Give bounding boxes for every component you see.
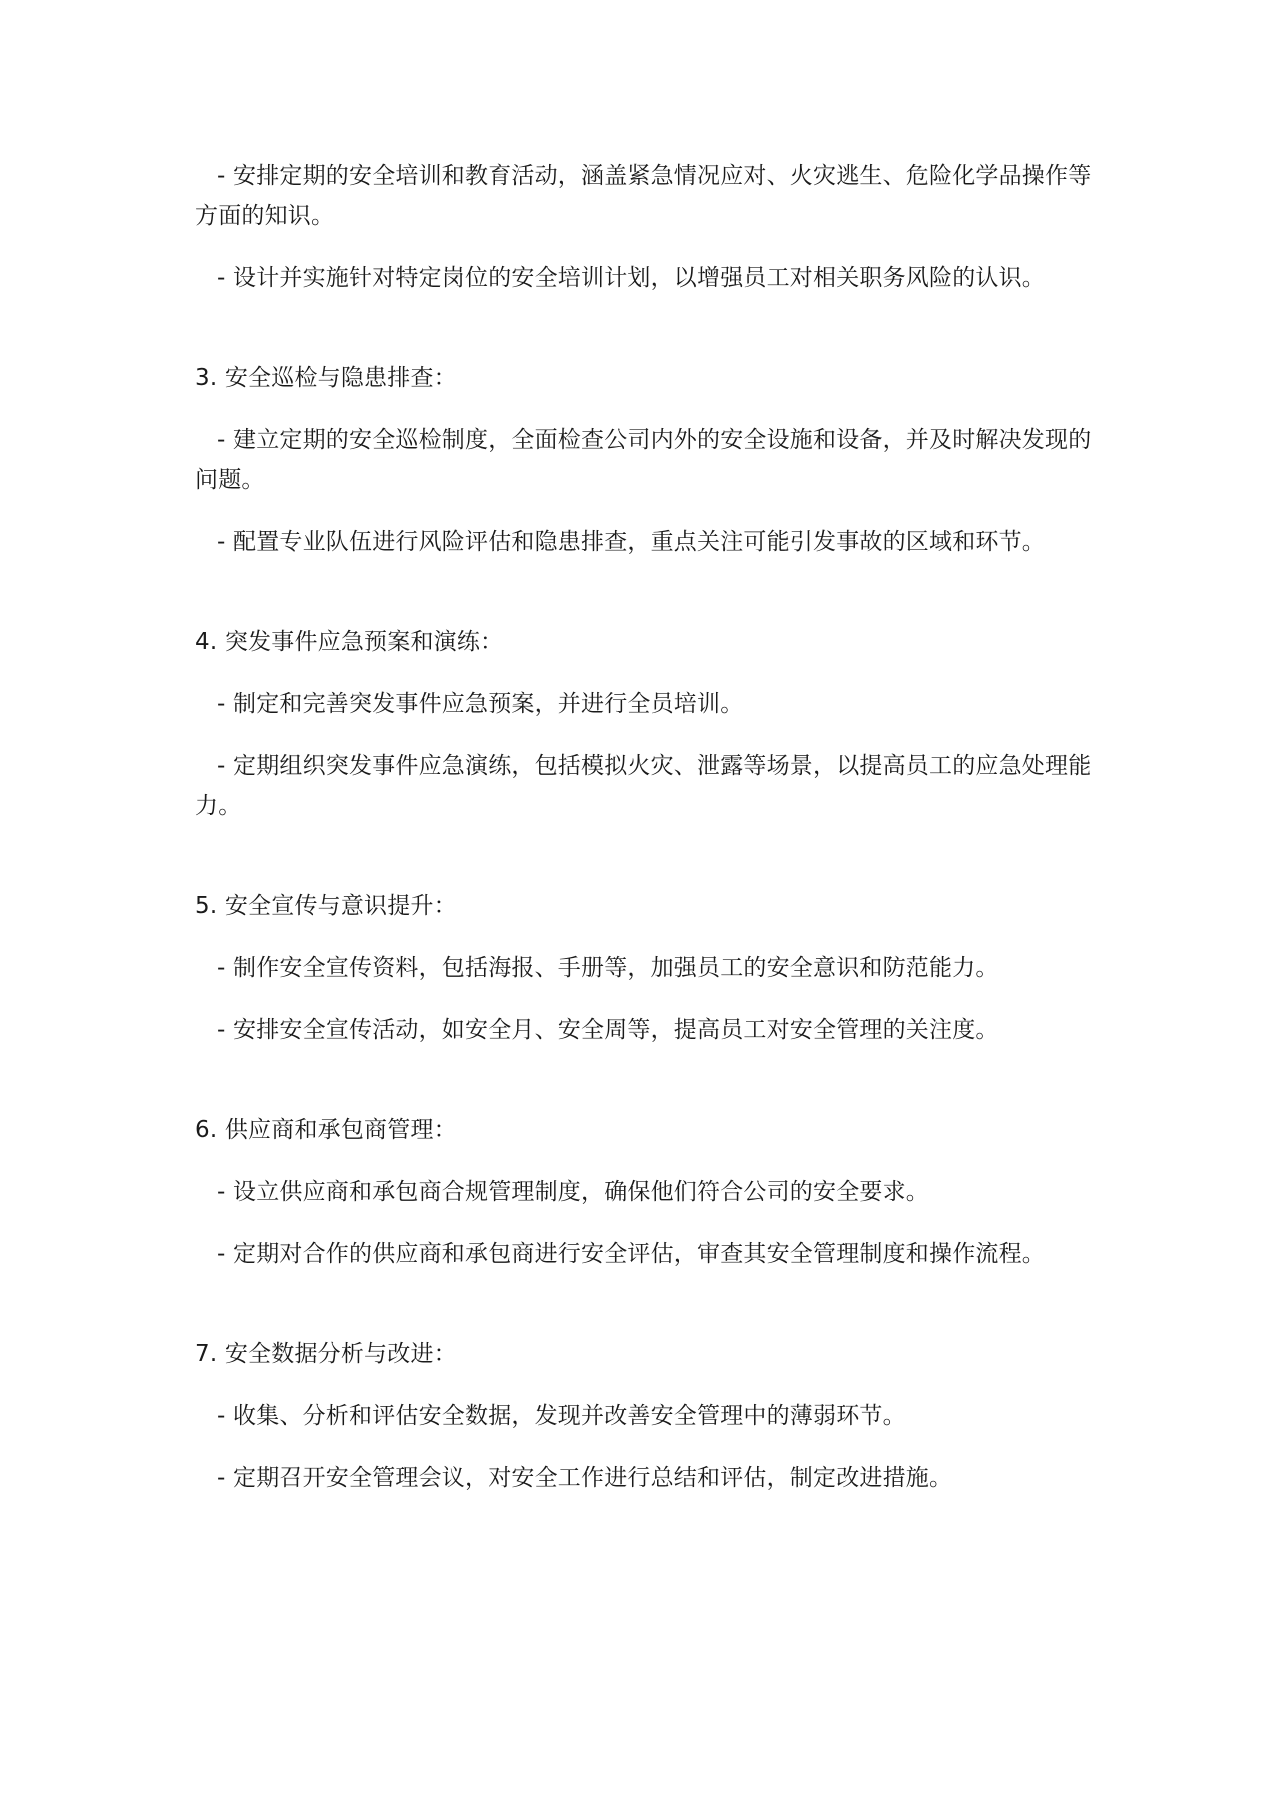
section-3-item-1: - 建立定期的安全巡检制度，全面检查公司内外的安全设施和设备，并及时解决发现的问题。 [195, 427, 1092, 493]
section-3-heading: 3. 安全巡检与隐患排查： [195, 365, 457, 391]
section-6-heading: 6. 供应商和承包商管理： [195, 1117, 457, 1143]
section-4-heading: 4. 突发事件应急预案和演练： [195, 629, 504, 655]
section-4-item-2: - 定期组织突发事件应急演练，包括模拟火灾、泄露等场景，以提高员工的应急处理能力。 [195, 753, 1092, 819]
section-4-item-1: - 制定和完善突发事件应急预案，并进行全员培训。 [217, 691, 744, 717]
section-5-item-1: - 制作安全宣传资料，包括海报、手册等，加强员工的安全意识和防范能力。 [217, 955, 999, 981]
document-page [195, 156, 1095, 1520]
intro-item-2: - 设计并实施针对特定岗位的安全培训计划，以增强员工对相关职务风险的认识。 [217, 265, 1046, 291]
section-5-item-2: - 安排安全宣传活动，如安全月、安全周等，提高员工对安全管理的关注度。 [217, 1017, 999, 1043]
section-7-item-1: - 收集、分析和评估安全数据，发现并改善安全管理中的薄弱环节。 [217, 1403, 906, 1429]
section-6-item-2: - 定期对合作的供应商和承包商进行安全评估，审查其安全管理制度和操作流程。 [217, 1241, 1046, 1267]
section-7-item-2: - 定期召开安全管理会议，对安全工作进行总结和评估，制定改进措施。 [217, 1465, 953, 1491]
section-3-item-2: - 配置专业队伍进行风险评估和隐患排查，重点关注可能引发事故的区域和环节。 [217, 529, 1046, 555]
section-5-heading: 5. 安全宣传与意识提升： [195, 893, 457, 919]
section-7-heading: 7. 安全数据分析与改进： [195, 1341, 457, 1367]
section-6-item-1: - 设立供应商和承包商合规管理制度，确保他们符合公司的安全要求。 [217, 1179, 930, 1205]
intro-item-1: - 安排定期的安全培训和教育活动，涵盖紧急情况应对、火灾逃生、危险化学品操作等方面的知识。 [195, 163, 1092, 229]
